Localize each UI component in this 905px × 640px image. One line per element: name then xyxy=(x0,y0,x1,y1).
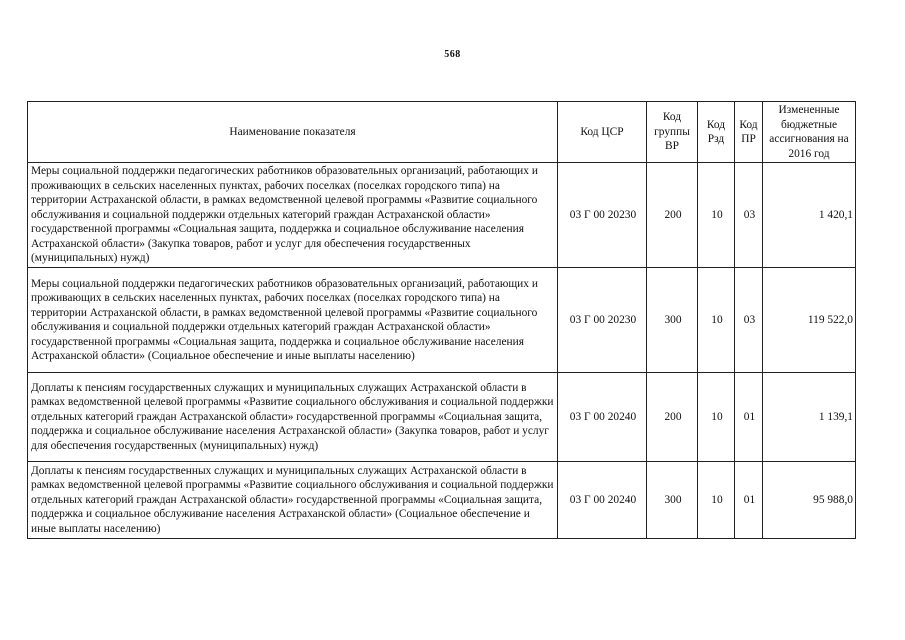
row-amount: 119 522,0 xyxy=(763,268,856,373)
budget-table xyxy=(27,101,856,539)
row-amount: 1 139,1 xyxy=(763,373,856,462)
page-number: 568 xyxy=(444,49,461,60)
row-amount: 1 420,1 xyxy=(763,163,856,268)
row-amount: 95 988,0 xyxy=(763,462,856,539)
row-vr: 300 xyxy=(647,268,698,373)
table-row xyxy=(28,268,856,373)
header-pr: Код ПР xyxy=(735,102,763,163)
row-pr: 03 xyxy=(735,163,763,268)
row-vr: 300 xyxy=(647,462,698,539)
row-csr: 03 Г 00 20230 xyxy=(558,163,647,268)
header-vr: Код группы ВР xyxy=(647,102,698,163)
row-pr: 01 xyxy=(735,462,763,539)
row-pr: 01 xyxy=(735,373,763,462)
table-row xyxy=(28,373,856,462)
row-rzd: 10 xyxy=(698,268,735,373)
header-amount: Измененные бюджетные ассигнования на 2016 год xyxy=(763,102,856,163)
row-csr: 03 Г 00 20230 xyxy=(558,268,647,373)
row-csr: 03 Г 00 20240 xyxy=(558,462,647,539)
header-csr: Код ЦСР xyxy=(558,102,647,163)
row-pr: 03 xyxy=(735,268,763,373)
table-row xyxy=(28,163,856,268)
row-name: Доплаты к пенсиям государственных служащих и муниципальных служащих Астраханской области в рамках ведомственной целевой программы «Развитие социального обслуживания и социальной поддержки отдельных категорий граждан Астраханской области» государственной программы «Социальная защита, поддержка и социальное обслуживание населения Астраханской области» (Социальное обеспечение и иные выплаты населению) xyxy=(28,462,558,539)
row-rzd: 10 xyxy=(698,163,735,268)
row-name: Меры социальной поддержки педагогических работников образовательных организаций, работающих и проживающих в сельских населенных пунктах, рабочих поселках (поселках городского типа) на территории Астраханской области, в рамках ведомственной целевой программы «Развитие социального обслуживания и социальной поддержки отдельных категорий граждан Астраханской области» государственной программы «Социальная защита, поддержка и социальное обслуживание населения Астраханской области» (Закупка товаров, работ и услуг для обеспечения государственных (муниципальных) нужд) xyxy=(28,163,558,268)
row-name: Меры социальной поддержки педагогических работников образовательных организаций, работающих и проживающих в сельских населенных пунктах, рабочих поселках (поселках городского типа) на территории Астраханской области, в рамках ведомственной целевой программы «Развитие социального обслуживания и социальной поддержки отдельных категорий граждан Астраханской области» государственной программы «Социальная защита, поддержка и социальное обслуживание населения Астраханской области» (Социальное обеспечение и иные выплаты населению) xyxy=(28,268,558,373)
header-name: Наименование показателя xyxy=(28,102,558,163)
header-rzd: Код Рзд xyxy=(698,102,735,163)
table-row xyxy=(28,462,856,539)
row-name: Доплаты к пенсиям государственных служащих и муниципальных служащих Астраханской области в рамках ведомственной целевой программы «Развитие социального обслуживания и социальной поддержки отдельных категорий граждан Астраханской области» государственной программы «Социальная защита, поддержка и социальное обслуживание населения Астраханской области» (Закупка товаров, работ и услуг для обеспечения государственных (муниципальных) нужд) xyxy=(28,373,558,462)
table-header-row xyxy=(28,102,856,163)
row-vr: 200 xyxy=(647,163,698,268)
row-csr: 03 Г 00 20240 xyxy=(558,373,647,462)
row-vr: 200 xyxy=(647,373,698,462)
row-rzd: 10 xyxy=(698,373,735,462)
row-rzd: 10 xyxy=(698,462,735,539)
